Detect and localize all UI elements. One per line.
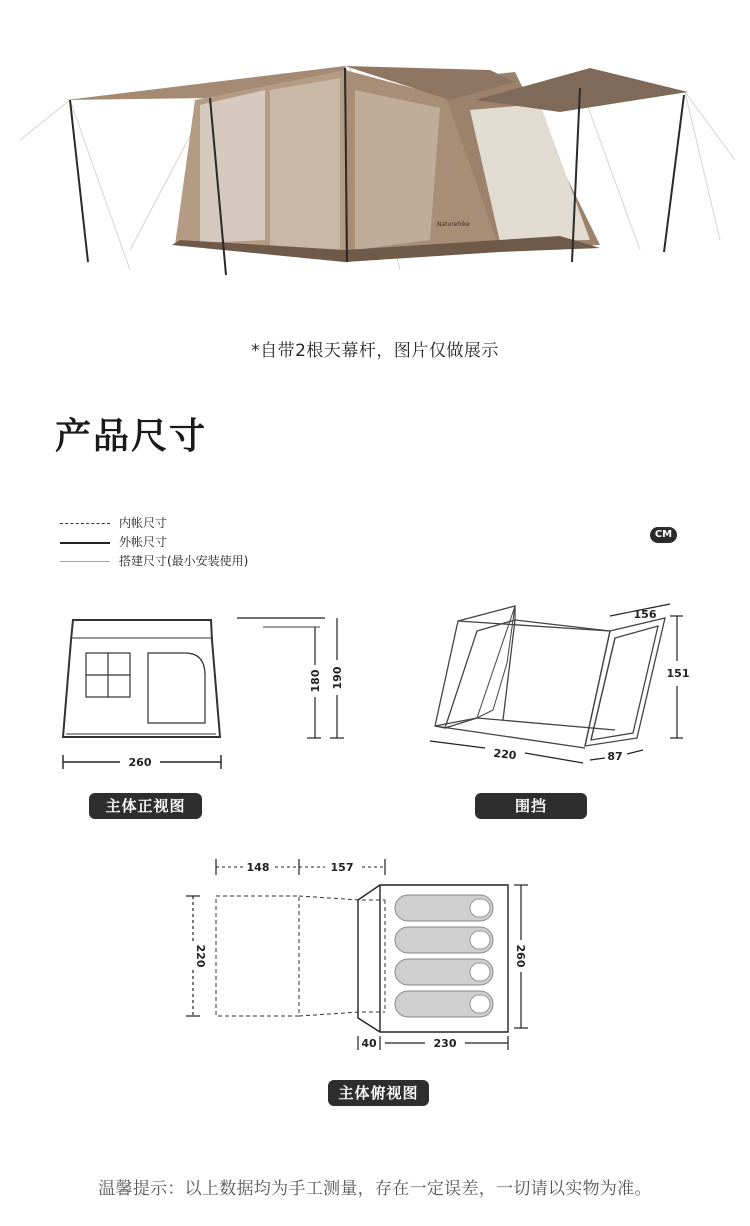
- top-view-diagram: [180, 850, 540, 1055]
- footer-note: 温馨提示：以上数据均为手工测量，存在一定误差，一切请以实物为准。: [98, 1179, 652, 1199]
- legend-item-setup: [60, 552, 320, 570]
- legend-label: 内帐尺寸: [119, 516, 168, 530]
- enclosure-diagram: [415, 598, 715, 778]
- image-caption: *自带2根天幕杆，图片仅做展示: [251, 341, 499, 361]
- sleeping-mats: [395, 895, 493, 1017]
- top-segment-a-label: 148: [246, 861, 270, 874]
- outer-height-label: 190: [331, 666, 344, 690]
- top-left-depth-label: 220: [194, 944, 207, 968]
- legend-label: 搭建尺寸(最小安装使用): [119, 554, 249, 568]
- legend-label: 外帐尺寸: [119, 535, 168, 549]
- enclosure-width-label: 156: [633, 608, 657, 621]
- tent-product-image: [0, 0, 750, 300]
- unit-badge: CM: [650, 527, 677, 543]
- front-view-diagram: [55, 605, 355, 790]
- top-view-label: 主体俯视图: [328, 1080, 429, 1106]
- thin-line-icon: [60, 561, 110, 562]
- front-view-label: 主体正视图: [89, 793, 202, 819]
- enclosure-label: 围挡: [475, 793, 587, 819]
- dashed-line-icon: [60, 523, 110, 524]
- section-title: 产品尺寸: [55, 416, 208, 457]
- top-segment-b-label: 157: [330, 861, 354, 874]
- legend-item-inner: [60, 514, 320, 532]
- enclosure-depth-label: 87: [607, 750, 623, 763]
- brand-logo: Naturehike: [437, 221, 470, 228]
- inner-height-label: 180: [309, 669, 322, 693]
- inner-length-label: 230: [433, 1037, 457, 1050]
- vestibule-label: 40: [361, 1037, 377, 1050]
- legend-item-outer: [60, 533, 320, 551]
- front-width-label: 260: [128, 756, 152, 769]
- enclosure-height-label: 151: [666, 667, 690, 680]
- solid-line-icon: [60, 542, 110, 544]
- enclosure-length-label: 220: [492, 746, 518, 763]
- top-right-depth-label: 260: [514, 944, 527, 968]
